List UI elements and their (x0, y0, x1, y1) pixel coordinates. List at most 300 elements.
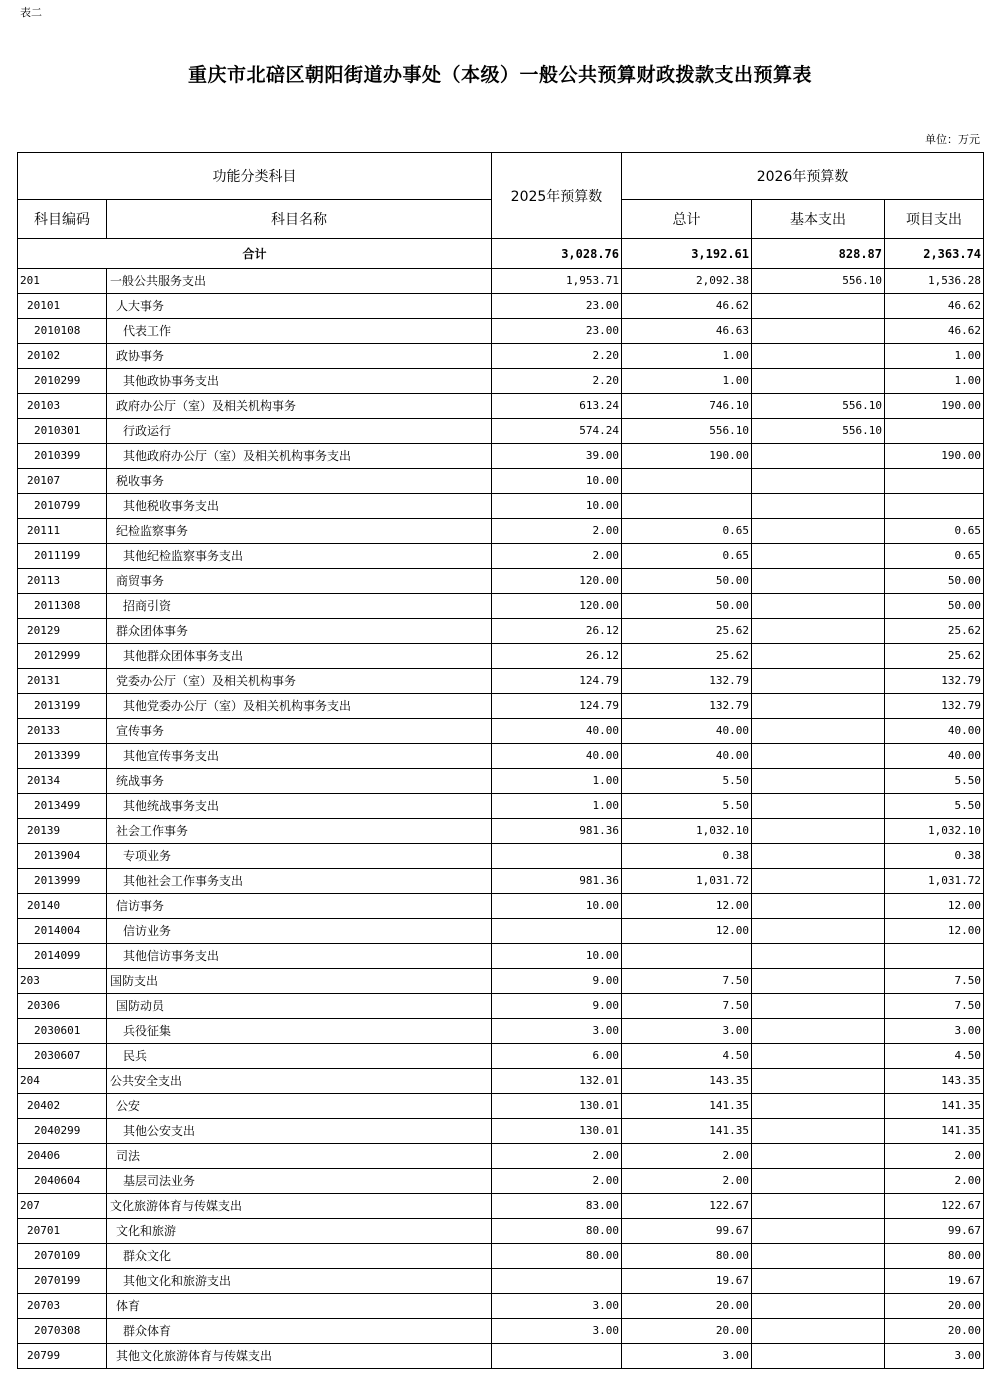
row-b2025: 39.00 (492, 444, 622, 469)
row-basic (752, 294, 885, 319)
row-basic (752, 844, 885, 869)
row-code: 2010299 (18, 369, 107, 394)
row-total: 19.67 (622, 1269, 752, 1294)
row-total: 2,092.38 (622, 269, 752, 294)
row-b2025: 130.01 (492, 1094, 622, 1119)
row-total: 4.50 (622, 1044, 752, 1069)
table-row (18, 269, 984, 294)
row-total: 3.00 (622, 1344, 752, 1369)
total-project: 2,363.74 (885, 239, 984, 269)
row-b2025: 26.12 (492, 619, 622, 644)
row-total: 132.79 (622, 694, 752, 719)
row-name: 其他宣传事务支出 (107, 744, 492, 769)
row-project: 122.67 (885, 1194, 984, 1219)
table-row (18, 819, 984, 844)
row-code: 20134 (18, 769, 107, 794)
row-code: 2014004 (18, 919, 107, 944)
table-row (18, 694, 984, 719)
row-b2025: 132.01 (492, 1069, 622, 1094)
row-name: 一般公共服务支出 (107, 269, 492, 294)
row-code: 2013399 (18, 744, 107, 769)
row-name: 其他群众团体事务支出 (107, 644, 492, 669)
table-row (18, 744, 984, 769)
row-basic (752, 1344, 885, 1369)
row-total: 143.35 (622, 1069, 752, 1094)
table-row (18, 669, 984, 694)
row-b2025: 613.24 (492, 394, 622, 419)
row-basic (752, 469, 885, 494)
row-project: 12.00 (885, 894, 984, 919)
row-project: 143.35 (885, 1069, 984, 1094)
row-total: 20.00 (622, 1294, 752, 1319)
table-row (18, 919, 984, 944)
row-code: 2010399 (18, 444, 107, 469)
row-name: 公安 (107, 1094, 492, 1119)
row-project: 7.50 (885, 969, 984, 994)
row-total: 25.62 (622, 644, 752, 669)
row-code: 207 (18, 1194, 107, 1219)
row-basic (752, 1269, 885, 1294)
row-name: 其他公安支出 (107, 1119, 492, 1144)
total-label: 合计 (18, 239, 492, 269)
row-basic (752, 1019, 885, 1044)
row-basic (752, 494, 885, 519)
row-project: 20.00 (885, 1319, 984, 1344)
row-name: 信访业务 (107, 919, 492, 944)
row-b2025: 80.00 (492, 1244, 622, 1269)
table-row (18, 1169, 984, 1194)
row-project: 0.38 (885, 844, 984, 869)
table-row (18, 1194, 984, 1219)
row-b2025: 981.36 (492, 869, 622, 894)
row-code: 20406 (18, 1144, 107, 1169)
row-code: 20139 (18, 819, 107, 844)
row-name: 统战事务 (107, 769, 492, 794)
row-name: 其他文化和旅游支出 (107, 1269, 492, 1294)
row-name: 其他统战事务支出 (107, 794, 492, 819)
row-project: 132.79 (885, 669, 984, 694)
table-row (18, 369, 984, 394)
row-project: 80.00 (885, 1244, 984, 1269)
table-row (18, 519, 984, 544)
row-b2025: 10.00 (492, 944, 622, 969)
budget-table (17, 152, 984, 1369)
row-total (622, 494, 752, 519)
row-basic (752, 1069, 885, 1094)
total-b2025: 3,028.76 (492, 239, 622, 269)
row-total: 556.10 (622, 419, 752, 444)
row-code: 20402 (18, 1094, 107, 1119)
row-name: 其他党委办公厅（室）及相关机构事务支出 (107, 694, 492, 719)
row-project: 2.00 (885, 1169, 984, 1194)
row-b2025: 23.00 (492, 294, 622, 319)
row-total: 141.35 (622, 1094, 752, 1119)
row-total: 132.79 (622, 669, 752, 694)
row-b2025: 26.12 (492, 644, 622, 669)
row-name: 体育 (107, 1294, 492, 1319)
row-b2025: 2.20 (492, 344, 622, 369)
row-b2025: 120.00 (492, 594, 622, 619)
row-project: 0.65 (885, 519, 984, 544)
row-code: 2013499 (18, 794, 107, 819)
row-project: 190.00 (885, 444, 984, 469)
row-project: 2.00 (885, 1144, 984, 1169)
table-row (18, 419, 984, 444)
table-row (18, 569, 984, 594)
table-row (18, 1344, 984, 1369)
row-project: 20.00 (885, 1294, 984, 1319)
row-basic (752, 744, 885, 769)
table-row (18, 719, 984, 744)
row-basic (752, 1319, 885, 1344)
row-basic (752, 944, 885, 969)
row-code: 20131 (18, 669, 107, 694)
row-basic (752, 694, 885, 719)
row-basic (752, 319, 885, 344)
row-project: 46.62 (885, 294, 984, 319)
row-project: 1,536.28 (885, 269, 984, 294)
row-project: 40.00 (885, 744, 984, 769)
row-total: 190.00 (622, 444, 752, 469)
row-code: 20107 (18, 469, 107, 494)
row-basic (752, 1194, 885, 1219)
row-code: 20701 (18, 1219, 107, 1244)
row-basic (752, 1219, 885, 1244)
row-project (885, 944, 984, 969)
row-code: 20103 (18, 394, 107, 419)
unit-label: 单位：万元 (925, 133, 980, 146)
row-project: 50.00 (885, 569, 984, 594)
table-row (18, 1269, 984, 1294)
row-b2025: 2.00 (492, 1169, 622, 1194)
row-code: 2011308 (18, 594, 107, 619)
row-total: 40.00 (622, 719, 752, 744)
page-label: 表二 (20, 6, 42, 19)
row-code: 2011199 (18, 544, 107, 569)
row-name: 信访事务 (107, 894, 492, 919)
row-name: 党委办公厅（室）及相关机构事务 (107, 669, 492, 694)
row-project: 1,032.10 (885, 819, 984, 844)
row-name: 民兵 (107, 1044, 492, 1069)
table-row (18, 769, 984, 794)
row-total: 12.00 (622, 894, 752, 919)
row-total: 5.50 (622, 794, 752, 819)
row-b2025: 3.00 (492, 1294, 622, 1319)
row-code: 20140 (18, 894, 107, 919)
header-code: 科目编码 (18, 200, 107, 239)
row-name: 文化和旅游 (107, 1219, 492, 1244)
table-row (18, 294, 984, 319)
header-row-1 (18, 153, 984, 200)
row-project: 1,031.72 (885, 869, 984, 894)
table-row (18, 394, 984, 419)
row-project: 132.79 (885, 694, 984, 719)
row-name: 行政运行 (107, 419, 492, 444)
row-name: 其他纪检监察事务支出 (107, 544, 492, 569)
row-name: 其他政府办公厅（室）及相关机构事务支出 (107, 444, 492, 469)
row-b2025: 574.24 (492, 419, 622, 444)
row-b2025: 9.00 (492, 994, 622, 1019)
row-project: 40.00 (885, 719, 984, 744)
row-total: 7.50 (622, 969, 752, 994)
row-project: 46.62 (885, 319, 984, 344)
row-b2025 (492, 844, 622, 869)
row-project (885, 494, 984, 519)
row-code: 2070199 (18, 1269, 107, 1294)
row-name: 群众体育 (107, 1319, 492, 1344)
row-project: 19.67 (885, 1269, 984, 1294)
row-code: 204 (18, 1069, 107, 1094)
row-basic (752, 1244, 885, 1269)
row-total: 80.00 (622, 1244, 752, 1269)
row-total: 40.00 (622, 744, 752, 769)
table-row (18, 1219, 984, 1244)
row-basic (752, 869, 885, 894)
table-row (18, 494, 984, 519)
row-basic (752, 1119, 885, 1144)
row-name: 人大事务 (107, 294, 492, 319)
row-basic (752, 1294, 885, 1319)
row-name: 政府办公厅（室）及相关机构事务 (107, 394, 492, 419)
row-total: 99.67 (622, 1219, 752, 1244)
row-name: 国防支出 (107, 969, 492, 994)
row-name: 纪检监察事务 (107, 519, 492, 544)
row-b2025: 3.00 (492, 1319, 622, 1344)
row-basic (752, 594, 885, 619)
row-name: 其他文化旅游体育与传媒支出 (107, 1344, 492, 1369)
row-total: 0.38 (622, 844, 752, 869)
row-b2025: 40.00 (492, 719, 622, 744)
row-project: 5.50 (885, 769, 984, 794)
header-category: 功能分类科目 (18, 153, 492, 200)
row-code: 20102 (18, 344, 107, 369)
table-row (18, 1319, 984, 1344)
row-name: 其他政协事务支出 (107, 369, 492, 394)
row-total: 12.00 (622, 919, 752, 944)
row-name: 代表工作 (107, 319, 492, 344)
table-row (18, 644, 984, 669)
row-total: 46.63 (622, 319, 752, 344)
row-code: 2013199 (18, 694, 107, 719)
row-b2025 (492, 919, 622, 944)
row-b2025: 6.00 (492, 1044, 622, 1069)
row-basic (752, 519, 885, 544)
row-code: 2010799 (18, 494, 107, 519)
row-basic (752, 769, 885, 794)
row-b2025: 120.00 (492, 569, 622, 594)
header-project: 项目支出 (885, 200, 984, 239)
row-code: 201 (18, 269, 107, 294)
row-name: 公共安全支出 (107, 1069, 492, 1094)
row-code: 203 (18, 969, 107, 994)
row-name: 群众文化 (107, 1244, 492, 1269)
row-code: 20306 (18, 994, 107, 1019)
total-total: 3,192.61 (622, 239, 752, 269)
row-b2025 (492, 1269, 622, 1294)
row-name: 司法 (107, 1144, 492, 1169)
header-total: 总计 (622, 200, 752, 239)
row-total: 1,032.10 (622, 819, 752, 844)
table-row (18, 994, 984, 1019)
row-basic (752, 819, 885, 844)
row-basic (752, 919, 885, 944)
total-row (18, 239, 984, 269)
table-row (18, 969, 984, 994)
row-b2025 (492, 1344, 622, 1369)
row-project: 4.50 (885, 1044, 984, 1069)
row-basic (752, 719, 885, 744)
row-code: 2013999 (18, 869, 107, 894)
table-row (18, 1244, 984, 1269)
row-name: 宣传事务 (107, 719, 492, 744)
row-code: 2070308 (18, 1319, 107, 1344)
row-total: 1.00 (622, 369, 752, 394)
row-b2025: 10.00 (492, 494, 622, 519)
row-total: 25.62 (622, 619, 752, 644)
row-code: 20703 (18, 1294, 107, 1319)
row-basic (752, 444, 885, 469)
row-project (885, 419, 984, 444)
row-code: 20133 (18, 719, 107, 744)
row-b2025: 10.00 (492, 894, 622, 919)
row-b2025: 40.00 (492, 744, 622, 769)
row-project: 190.00 (885, 394, 984, 419)
row-basic (752, 994, 885, 1019)
row-project: 3.00 (885, 1344, 984, 1369)
table-row (18, 1144, 984, 1169)
table-row (18, 869, 984, 894)
row-basic (752, 1144, 885, 1169)
table-row (18, 894, 984, 919)
row-code: 2070109 (18, 1244, 107, 1269)
table-row (18, 1044, 984, 1069)
table-row (18, 594, 984, 619)
row-total: 141.35 (622, 1119, 752, 1144)
row-project: 25.62 (885, 619, 984, 644)
row-project: 141.35 (885, 1094, 984, 1119)
table-row (18, 469, 984, 494)
table-row (18, 844, 984, 869)
row-name: 社会工作事务 (107, 819, 492, 844)
row-b2025: 981.36 (492, 819, 622, 844)
row-basic (752, 794, 885, 819)
row-total: 1.00 (622, 344, 752, 369)
table-row (18, 544, 984, 569)
row-basic: 556.10 (752, 269, 885, 294)
row-b2025: 2.00 (492, 544, 622, 569)
row-b2025: 1.00 (492, 794, 622, 819)
row-total: 3.00 (622, 1019, 752, 1044)
row-b2025: 124.79 (492, 669, 622, 694)
row-total: 1,031.72 (622, 869, 752, 894)
table-row (18, 1094, 984, 1119)
row-basic (752, 1169, 885, 1194)
table-row (18, 1019, 984, 1044)
row-total: 2.00 (622, 1144, 752, 1169)
row-b2025: 124.79 (492, 694, 622, 719)
row-basic (752, 619, 885, 644)
row-basic (752, 1094, 885, 1119)
table-row (18, 344, 984, 369)
row-basic (752, 369, 885, 394)
row-name: 兵役征集 (107, 1019, 492, 1044)
row-total: 50.00 (622, 594, 752, 619)
row-total: 5.50 (622, 769, 752, 794)
row-total: 46.62 (622, 294, 752, 319)
row-name: 群众团体事务 (107, 619, 492, 644)
row-total: 50.00 (622, 569, 752, 594)
row-project: 141.35 (885, 1119, 984, 1144)
row-b2025: 1.00 (492, 769, 622, 794)
table-row (18, 1119, 984, 1144)
header-budget-2025: 2025年预算数 (492, 153, 622, 239)
row-project (885, 469, 984, 494)
row-project: 0.65 (885, 544, 984, 569)
row-basic (752, 644, 885, 669)
row-b2025: 3.00 (492, 1019, 622, 1044)
row-code: 2010108 (18, 319, 107, 344)
row-basic (752, 669, 885, 694)
row-code: 2013904 (18, 844, 107, 869)
row-basic (752, 1044, 885, 1069)
table-row (18, 1069, 984, 1094)
row-total (622, 944, 752, 969)
row-project: 12.00 (885, 919, 984, 944)
row-code: 20799 (18, 1344, 107, 1369)
row-name: 税收事务 (107, 469, 492, 494)
row-b2025: 1,953.71 (492, 269, 622, 294)
row-total: 2.00 (622, 1169, 752, 1194)
row-b2025: 130.01 (492, 1119, 622, 1144)
row-total (622, 469, 752, 494)
total-basic: 828.87 (752, 239, 885, 269)
row-code: 2012999 (18, 644, 107, 669)
row-basic (752, 894, 885, 919)
row-code: 20129 (18, 619, 107, 644)
table-row (18, 944, 984, 969)
row-b2025: 2.00 (492, 519, 622, 544)
table-row (18, 444, 984, 469)
row-b2025: 9.00 (492, 969, 622, 994)
row-name: 其他社会工作事务支出 (107, 869, 492, 894)
row-code: 20101 (18, 294, 107, 319)
row-b2025: 2.00 (492, 1144, 622, 1169)
row-name: 政协事务 (107, 344, 492, 369)
row-name: 文化旅游体育与传媒支出 (107, 1194, 492, 1219)
row-total: 746.10 (622, 394, 752, 419)
row-name: 招商引资 (107, 594, 492, 619)
row-code: 2010301 (18, 419, 107, 444)
row-code: 2014099 (18, 944, 107, 969)
row-code: 2040604 (18, 1169, 107, 1194)
row-total: 0.65 (622, 544, 752, 569)
row-basic: 556.10 (752, 419, 885, 444)
row-b2025: 2.20 (492, 369, 622, 394)
row-code: 2030607 (18, 1044, 107, 1069)
row-basic (752, 344, 885, 369)
table-row (18, 319, 984, 344)
row-total: 20.00 (622, 1319, 752, 1344)
header-budget-2026: 2026年预算数 (622, 153, 984, 200)
row-name: 其他税收事务支出 (107, 494, 492, 519)
row-project: 7.50 (885, 994, 984, 1019)
row-basic (752, 569, 885, 594)
row-name: 国防动员 (107, 994, 492, 1019)
row-b2025: 10.00 (492, 469, 622, 494)
header-name: 科目名称 (107, 200, 492, 239)
table-row (18, 794, 984, 819)
row-total: 122.67 (622, 1194, 752, 1219)
